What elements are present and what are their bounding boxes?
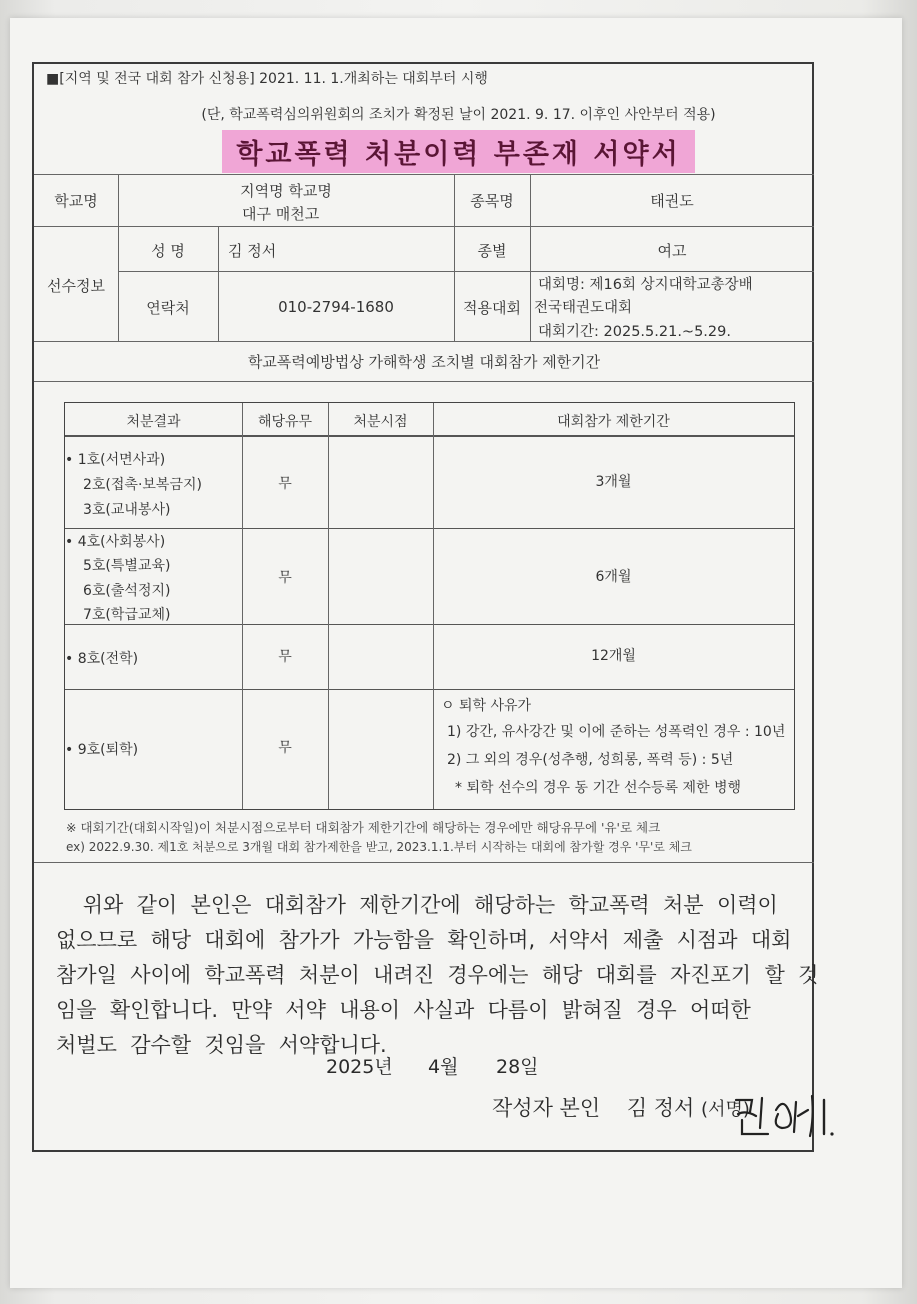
pledge-line: 없으므로 해당 대회에 참가가 가능함을 확인하며, 서약서 제출 시점과 대회 (56, 928, 792, 952)
row2-period: 6개월 (595, 569, 632, 585)
row2-result-line2: 5호(특별교육) (83, 558, 171, 574)
example-note: ex) 2022.9.30. 제1호 처분으로 3개월 대회 참가제한을 받고, 2023.1.1.부터 시작하는 대회에 참가할 경우 '무'로 체크 (66, 840, 692, 854)
row1-result-line3: 3호(교내봉사) (83, 502, 171, 518)
date-day: 28일 (496, 1056, 539, 1078)
signer-line (492, 1092, 750, 1122)
grid-line (34, 341, 814, 342)
signer-name: 김 정서 (626, 1096, 695, 1120)
competition-period: 대회기간: 2025.5.21.~5.29. (538, 324, 731, 340)
date-month: 4월 (428, 1056, 459, 1078)
table-col-rule (433, 403, 434, 809)
pledge-divider (34, 862, 814, 863)
row2-result-line1: • 4호(사회봉사) (65, 534, 166, 550)
school-value: 대구 매천고 (242, 205, 320, 223)
pledge-line: 위와 같이 본인은 대회참가 제한기간에 해당하는 학교폭력 처분 이력이 (56, 893, 778, 917)
category-value: 여고 (657, 242, 687, 260)
school-label: 학교명 (54, 192, 98, 210)
pledge-line: 처벌도 감수할 것임을 서약합니다. (56, 1033, 387, 1057)
row4-applicable: 무 (278, 740, 292, 756)
grid-line (34, 174, 814, 175)
pledge-line: 임을 확인합니다. 만약 서약 내용이 사실과 다름이 밝혀질 경우 어떠한 (56, 998, 751, 1022)
header-applicable: 해당유무 (257, 414, 313, 430)
restriction-table (64, 402, 795, 810)
row4-result: • 9호(퇴학) (65, 742, 139, 758)
row1-period: 3개월 (595, 474, 632, 490)
row3-result: • 8호(전학) (65, 651, 139, 667)
table-row-rule (65, 689, 794, 690)
competition-name-line1: 대회명: 제16회 상지대학교총장배 (538, 277, 753, 293)
document-title: 학교폭력 처분이력 부존재 서약서 (222, 130, 694, 173)
pledge-line: 참가일 사이에 학교폭력 처분이 내려진 경우에는 해당 대회를 자진포기 할 것 (56, 963, 819, 987)
name-label: 성 명 (151, 242, 185, 260)
row3-applicable: 무 (278, 649, 292, 665)
pledge-text (56, 888, 819, 1063)
row1-result-line1: • 1호(서면사과) (65, 452, 166, 468)
row2-result-line3: 6호(출석정지) (83, 583, 171, 599)
row3-period: 12개월 (591, 648, 636, 664)
contact-value: 010-2794-1680 (278, 298, 394, 316)
table-row-rule (65, 624, 794, 625)
row1-result-line2: 2호(접촉·보복금지) (83, 477, 202, 493)
category-label: 종별 (477, 242, 507, 260)
application-condition-note: (단, 학교폭력심의위원회의 조치가 확정된 날이 2021. 9. 17. 이후인 사안부터 적용) (201, 107, 716, 123)
sign-placeholder: (서명) (701, 1099, 750, 1120)
header-result: 처분결과 (126, 414, 181, 430)
header-timing: 처분시점 (353, 414, 408, 430)
grid-line (118, 271, 814, 272)
row2-result-line4: 7호(학급교체) (83, 607, 171, 623)
handwritten-signature (728, 1088, 838, 1144)
table-row-rule (65, 528, 794, 529)
row2-applicable: 무 (278, 570, 292, 586)
row1-applicable: 무 (278, 476, 292, 492)
row4-period-line3: 2) 그 외의 경우(성추행, 성희롱, 폭력 등) : 5년 (447, 752, 734, 768)
header-period: 대회참가 제한기간 (557, 414, 670, 430)
row4-period-line4: * 퇴학 선수의 경우 동 기간 선수등록 제한 병행 (455, 780, 742, 796)
event-label: 종목명 (470, 192, 514, 210)
table-header-rule (65, 435, 794, 437)
table-col-rule (328, 403, 329, 809)
school-hint: 지역명 학교명 (240, 182, 332, 200)
application-scope-note: ■[지역 및 전국 대회 참가 신청용] 2021. 11. 1.개최하는 대회부터 시행 (46, 71, 488, 87)
row4-period-line1: ㅇ 퇴학 사유가 (441, 698, 532, 714)
grid-line (34, 226, 814, 227)
competition-label: 적용대회 (463, 299, 521, 317)
contact-label: 연락처 (146, 299, 190, 317)
checking-note: ※ 대회기간(대회시작일)이 처분시점으로부터 대회참가 제한기간에 해당하는 경우에만 해당유무에 '유'로 체크 (66, 820, 661, 835)
player-info-label: 선수정보 (47, 277, 105, 295)
grid-line (34, 381, 814, 382)
name-value: 김 정서 (228, 242, 277, 260)
competition-name-line2: 전국태권도대회 (534, 300, 633, 316)
row4-period-line2: 1) 강간, 유사강간 및 이에 준하는 성폭력인 경우 : 10년 (447, 724, 786, 740)
event-value: 태권도 (650, 192, 694, 210)
date-year: 2025년 (326, 1056, 393, 1078)
signer-label: 작성자 본인 (492, 1096, 601, 1120)
grid-line (218, 226, 219, 341)
section-heading: 학교폭력예방법상 가해학생 조치별 대회참가 제한기간 (247, 353, 601, 371)
